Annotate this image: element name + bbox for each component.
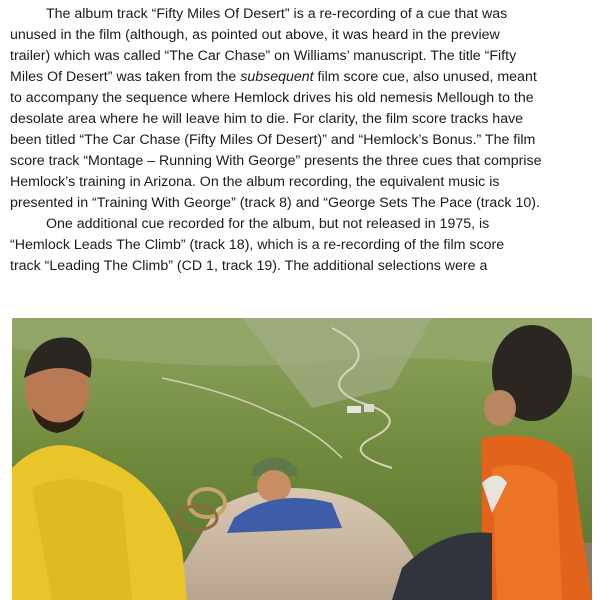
text-line — [10, 27, 500, 43]
text-run: score track “Montage – Running With George” presents the three cues that comprise — [10, 153, 542, 169]
text-run: The album track “Fifty Miles Of Desert” is a re-recording of a cue that was — [46, 6, 508, 22]
text-run: trailer) which was called “The Car Chase” on Williams’ manuscript. The title “Fifty — [10, 48, 517, 64]
text-run: presented in “Training With George” (track 8) and “George Sets The Pace (track 10). — [10, 195, 540, 211]
text-line — [46, 6, 507, 22]
building — [364, 404, 374, 412]
building — [347, 406, 361, 413]
text-line — [10, 90, 534, 106]
text-line — [10, 153, 542, 169]
climbers-photo — [12, 318, 592, 600]
text-run: unused in the film (although, as pointed out above, it was heard in the preview — [10, 27, 500, 43]
text-line — [10, 258, 487, 274]
photo-illustration — [12, 318, 592, 600]
text-run: desolate area where he will leave him to die. For clarity, the film score tracks have — [10, 111, 524, 127]
paragraph — [10, 214, 595, 277]
text-line — [46, 216, 489, 232]
text-run: film score cue, also unused, meant — [313, 69, 537, 85]
text-run: One additional cue recorded for the album, but not released in 1975, is — [46, 216, 490, 232]
text-run: Miles Of Desert” was taken from the — [10, 69, 241, 85]
text-line — [10, 69, 537, 85]
article-text — [10, 4, 595, 277]
text-run: “Hemlock Leads The Climb” (track 18), which is a re-recording of the film score — [10, 237, 505, 253]
text-line — [10, 132, 535, 148]
paragraph — [10, 4, 595, 214]
text-line — [10, 237, 504, 253]
text-line — [10, 111, 523, 127]
text-line — [10, 195, 540, 211]
text-run: track “Leading The Climb” (CD 1, track 19). The additional selections were a — [10, 258, 488, 274]
text-run: Hemlock’s training in Arizona. On the album recording, the equivalent music is — [10, 174, 500, 190]
text-line — [10, 174, 499, 190]
text-run: to accompany the sequence where Hemlock drives his old nemesis Mellough to the — [10, 90, 534, 106]
italic-text-run: subsequent — [240, 69, 314, 85]
text-line — [10, 48, 516, 64]
text-run: been titled “The Car Chase (Fifty Miles Of Desert)” and “Hemlock’s Bonus.” The film — [10, 132, 536, 148]
